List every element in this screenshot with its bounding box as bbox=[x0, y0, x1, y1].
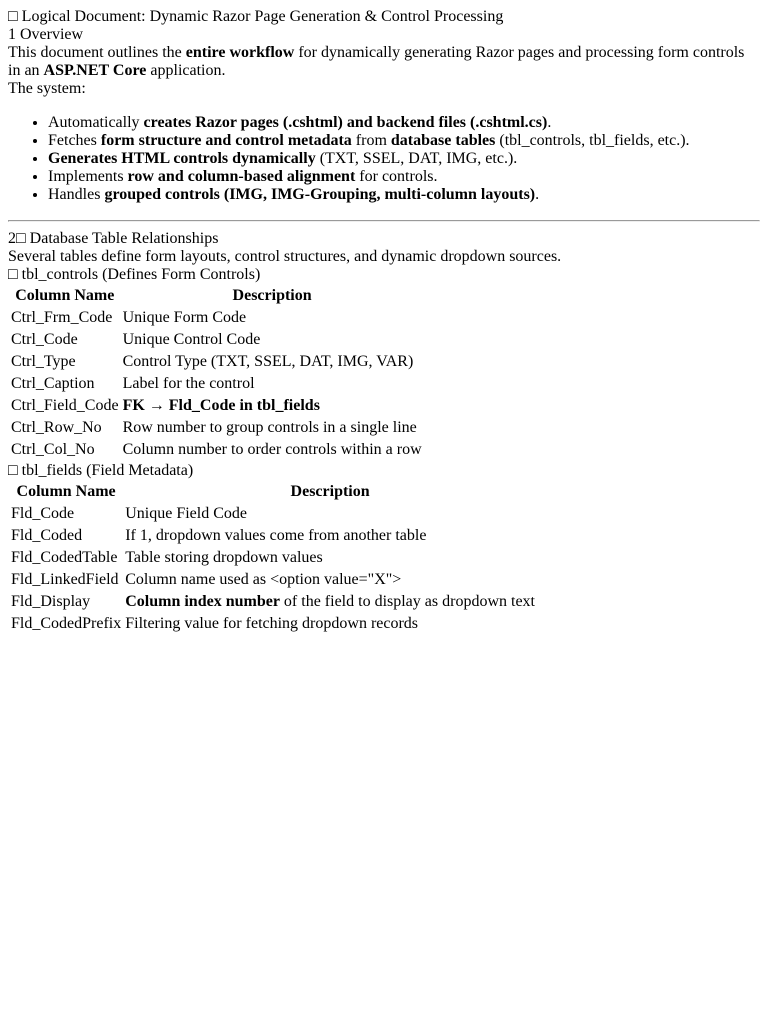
column-name-cell: Ctrl_Row_No bbox=[11, 419, 102, 436]
column-name-cell: Ctrl_Field_Code bbox=[11, 397, 119, 414]
column-header-description: Description bbox=[232, 287, 312, 304]
table-row bbox=[10, 396, 423, 416]
column-name-cell: Fld_CodedTable bbox=[11, 549, 118, 566]
description-cell: Column index number of the field to display as dropdown text bbox=[125, 593, 535, 610]
description-cell: Unique Field Code bbox=[125, 505, 247, 522]
column-name-cell: Fld_Coded bbox=[11, 527, 83, 544]
column-name-cell: Fld_Display bbox=[11, 593, 91, 610]
column-name-cell: Ctrl_Frm_Code bbox=[11, 309, 113, 326]
table-row bbox=[10, 614, 536, 634]
column-name-cell: Ctrl_Caption bbox=[11, 375, 95, 392]
document-page bbox=[8, 8, 760, 636]
feature-item bbox=[48, 150, 760, 168]
table-row bbox=[10, 352, 423, 372]
table-row bbox=[10, 374, 423, 394]
column-header-name: Column Name bbox=[16, 483, 116, 500]
column-header-description: Description bbox=[290, 483, 370, 500]
feature-item bbox=[48, 186, 760, 204]
column-name-cell: Ctrl_Type bbox=[11, 353, 76, 370]
description-cell: Filtering value for fetching dropdown records bbox=[125, 615, 419, 632]
system-label: The system: bbox=[8, 80, 86, 97]
column-name-cell: Fld_LinkedField bbox=[11, 571, 119, 588]
table-row bbox=[10, 330, 423, 350]
description-cell: Unique Control Code bbox=[122, 331, 261, 348]
column-name-cell: Ctrl_Code bbox=[11, 331, 78, 348]
description-cell: Control Type (TXT, SSEL, DAT, IMG, VAR) bbox=[122, 353, 414, 370]
feature-item bbox=[48, 114, 760, 132]
description-cell: Column number to order controls within a row bbox=[122, 441, 422, 458]
table-row bbox=[10, 418, 423, 438]
feature-item-text: Fetches form structure and control metadata from database tables (tbl_controls, tbl_fields, etc.). bbox=[48, 132, 690, 149]
description-cell: Table storing dropdown values bbox=[125, 549, 323, 566]
section-database-heading: 2□ Database Table Relationships bbox=[8, 230, 219, 247]
section-overview-heading: 1 Overview bbox=[8, 26, 84, 43]
tbl-fields-title: □ tbl_fields (Field Metadata) bbox=[8, 462, 194, 479]
table-row bbox=[10, 308, 423, 328]
feature-item-text: Implements row and column-based alignment for controls. bbox=[48, 168, 438, 185]
tbl-controls-table bbox=[8, 284, 425, 462]
system-feature-list bbox=[8, 114, 760, 204]
table-row bbox=[10, 504, 536, 524]
feature-item-text: Handles grouped controls (IMG, IMG-Grouping, multi-column layouts). bbox=[48, 186, 540, 203]
feature-item-text: Generates HTML controls dynamically (TXT, SSEL, DAT, IMG, etc.). bbox=[48, 150, 518, 167]
column-header-name: Column Name bbox=[15, 287, 115, 304]
feature-item bbox=[48, 168, 760, 186]
table-row bbox=[10, 592, 536, 612]
section-divider bbox=[8, 220, 760, 222]
column-name-cell: Fld_CodedPrefix bbox=[11, 615, 122, 632]
table-row bbox=[10, 570, 536, 590]
feature-item bbox=[48, 132, 760, 150]
description-cell: Row number to group controls in a single line bbox=[122, 419, 417, 436]
table-row bbox=[10, 526, 536, 546]
column-name-cell: Fld_Code bbox=[11, 505, 75, 522]
description-cell: If 1, dropdown values come from another table bbox=[125, 527, 427, 544]
table-row bbox=[10, 440, 423, 460]
overview-intro bbox=[8, 44, 760, 80]
table-row bbox=[10, 548, 536, 568]
document-title: □ Logical Document: Dynamic Razor Page Generation & Control Processing bbox=[8, 8, 504, 25]
tbl-controls-title: □ tbl_controls (Defines Form Controls) bbox=[8, 266, 261, 283]
table-header-row bbox=[10, 286, 423, 306]
tbl-fields-table bbox=[8, 480, 538, 636]
table-header-row bbox=[10, 482, 536, 502]
description-cell: Column name used as <option value="X"> bbox=[125, 571, 402, 588]
description-cell: FK → Fld_Code in tbl_fields bbox=[122, 397, 320, 414]
overview-intro-text: This document outlines the entire workflow for dynamically generating Razor pages and processing form controls in an ASP.NET Core application. bbox=[8, 44, 745, 79]
description-cell: Label for the control bbox=[122, 375, 255, 392]
description-cell: Unique Form Code bbox=[122, 309, 247, 326]
feature-item-text: Automatically creates Razor pages (.cshtml) and backend files (.cshtml.cs). bbox=[48, 114, 552, 131]
column-name-cell: Ctrl_Col_No bbox=[11, 441, 95, 458]
database-intro: Several tables define form layouts, control structures, and dynamic dropdown sources. bbox=[8, 248, 562, 265]
